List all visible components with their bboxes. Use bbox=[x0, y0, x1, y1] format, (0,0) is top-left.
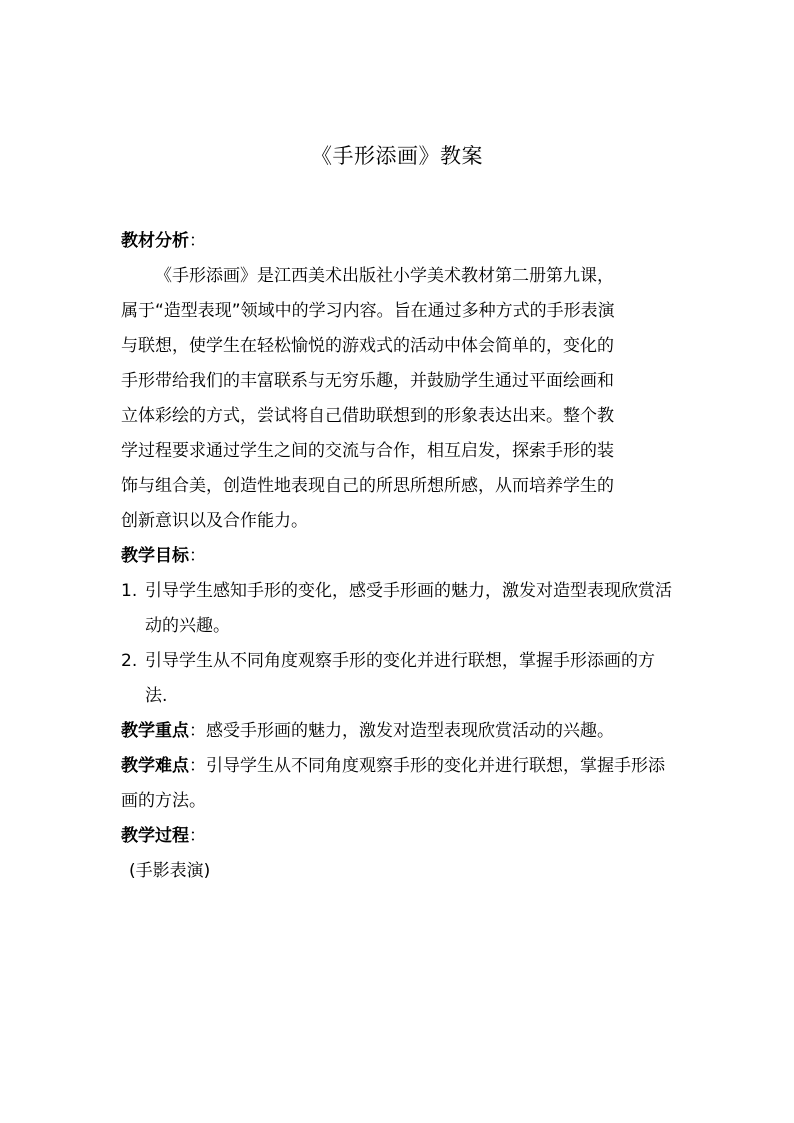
analysis-paragraph bbox=[121, 259, 677, 539]
process-label: 教学过程 bbox=[121, 826, 189, 846]
analysis-line: 与联想，使学生在轻松愉悦的游戏式的活动中体会简单的，变化的 bbox=[121, 336, 614, 356]
process-heading bbox=[121, 819, 677, 854]
analysis-label: 教材分析 bbox=[121, 231, 189, 251]
objective-text: 引导学生从不同角度观察手形的变化并进行联想，掌握手形添画的方法. bbox=[145, 651, 655, 706]
analysis-line: 创新意识以及合作能力。 bbox=[121, 511, 308, 531]
key-point-section bbox=[121, 714, 677, 749]
key-point-colon: ： bbox=[189, 721, 206, 741]
objectives-colon: ： bbox=[189, 546, 206, 566]
objectives-label: 教学目标 bbox=[121, 546, 189, 566]
objectives-heading bbox=[121, 539, 677, 574]
objective-item bbox=[121, 574, 677, 644]
analysis-line: 立体彩绘的方式，尝试将自己借助联想到的形象表达出来。整个教 bbox=[121, 406, 614, 426]
analysis-colon: ： bbox=[189, 231, 206, 251]
analysis-heading bbox=[121, 224, 677, 259]
objective-item bbox=[121, 644, 677, 714]
difficulty-label: 教学难点 bbox=[121, 756, 189, 776]
analysis-line: 手形带给我们的丰富联系与无穷乐趣，并鼓励学生通过平面绘画和 bbox=[121, 371, 614, 391]
analysis-line: 饰与组合美，创造性地表现自己的所思所想所感，从而培养学生的 bbox=[121, 476, 614, 496]
analysis-line: 学过程要求通过学生之间的交流与合作，相互启发，探索手形的装 bbox=[121, 441, 614, 461]
process-colon: ： bbox=[189, 826, 206, 846]
difficulty-text: 引导学生从不同角度观察手形的变化并进行联想，掌握手形添画的方法。 bbox=[121, 756, 665, 811]
difficulty-section bbox=[121, 749, 677, 819]
key-point-text: 感受手形画的魅力，激发对造型表现欣赏活动的兴趣。 bbox=[206, 721, 614, 741]
difficulty-colon: ： bbox=[189, 756, 206, 776]
document-title: 《手形添画》教案 bbox=[311, 144, 483, 168]
objective-text: 引导学生感知手形的变化，感受手形画的魅力，激发对造型表现欣赏活动的兴趣。 bbox=[145, 581, 672, 636]
analysis-line: 属于“造型表现”领域中的学习内容。旨在通过多种方式的手形表演 bbox=[121, 301, 615, 321]
document-body bbox=[121, 224, 677, 889]
objective-number: 2. bbox=[121, 651, 138, 671]
objective-number: 1. bbox=[121, 581, 138, 601]
analysis-line: 《手形添画》是江西美术出版社小学美术教材第二册第九课， bbox=[155, 266, 614, 286]
key-point-label: 教学重点 bbox=[121, 721, 189, 741]
process-note: (手影表演) bbox=[129, 861, 211, 881]
